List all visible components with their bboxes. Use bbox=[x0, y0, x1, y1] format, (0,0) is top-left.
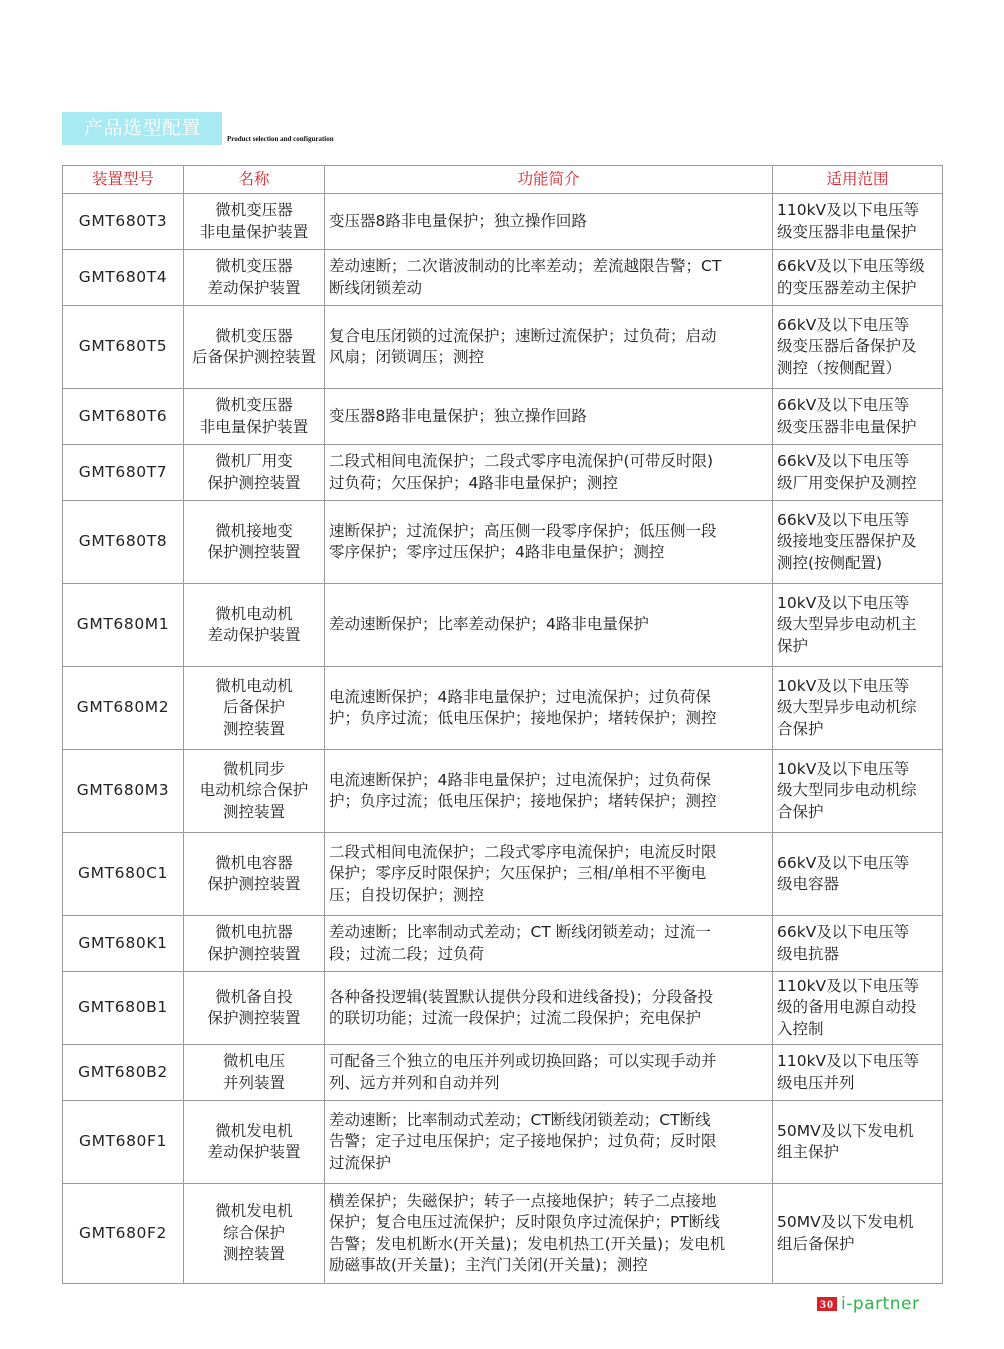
cell-model: GMT680K1 bbox=[63, 916, 184, 972]
section-title: 产品选型配置 bbox=[62, 112, 222, 145]
cell-function bbox=[325, 306, 773, 389]
cell-name-line: 测控装置 bbox=[222, 802, 285, 821]
cell-name bbox=[184, 250, 325, 306]
cell-name-line: 微机电动机 bbox=[215, 604, 293, 623]
cell-scope bbox=[773, 445, 943, 501]
cell-scope-line: 级电抗器 bbox=[777, 944, 840, 963]
cell-name-line: 微机变压器 bbox=[215, 201, 293, 219]
cell-scope-line: 10kV及以下电压等 bbox=[777, 676, 910, 695]
table-row bbox=[63, 972, 943, 1045]
cell-function-line: 复合电压闭锁的过流保护；速断过流保护；过负荷；启动 bbox=[329, 326, 717, 345]
cell-function bbox=[325, 501, 773, 584]
cell-scope bbox=[773, 1045, 943, 1101]
cell-scope-line: 的变压器差动主保护 bbox=[777, 278, 917, 297]
cell-name-line: 电动机综合保护 bbox=[199, 781, 309, 800]
table-row bbox=[63, 1045, 943, 1101]
cell-name-line: 后备保护测控装置 bbox=[191, 348, 316, 366]
cell-name bbox=[184, 667, 325, 750]
cell-scope bbox=[773, 833, 943, 916]
cell-name bbox=[184, 1184, 325, 1284]
cell-name-line: 差动保护装置 bbox=[207, 278, 301, 297]
cell-scope-line: 保护 bbox=[777, 636, 809, 655]
cell-scope bbox=[773, 306, 943, 389]
cell-name bbox=[184, 833, 325, 916]
cell-function-line: 护；负序过流；低电压保护；接地保护；堵转保护；测控 bbox=[329, 792, 717, 810]
cell-function-line: 列、远方并列和自动并列 bbox=[329, 1073, 500, 1092]
cell-scope-line: 合保护 bbox=[777, 802, 824, 821]
cell-model: GMT680B2 bbox=[63, 1045, 184, 1101]
cell-model: GMT680T4 bbox=[63, 250, 184, 306]
cell-name bbox=[184, 584, 325, 667]
cell-function-line: 速断保护；过流保护；高压侧一段零序保护；低压侧一段 bbox=[329, 521, 717, 540]
cell-function-line: 可配备三个独立的电压并列或切换回路；可以实现手动并 bbox=[329, 1052, 717, 1070]
cell-name-line: 后备保护 bbox=[222, 698, 285, 717]
cell-scope-line: 级大型同步电动机综 bbox=[777, 781, 917, 800]
cell-name-line: 微机同步 bbox=[222, 759, 285, 778]
cell-function bbox=[325, 1184, 773, 1284]
cell-name-line: 微机电压 bbox=[222, 1052, 285, 1070]
cell-model: GMT680M2 bbox=[63, 667, 184, 750]
cell-name-line: 微机电抗器 bbox=[215, 923, 293, 941]
cell-scope-line: 测控(按侧配置) bbox=[777, 553, 883, 572]
cell-scope-line: 级厂用变保护及测控 bbox=[777, 473, 917, 492]
cell-name bbox=[184, 1045, 325, 1101]
cell-scope-line: 66kV及以下电压等 bbox=[777, 923, 910, 941]
page-number: 30 bbox=[817, 1297, 837, 1311]
cell-name-line: 微机发电机 bbox=[215, 1121, 293, 1140]
cell-function bbox=[325, 1045, 773, 1101]
cell-scope bbox=[773, 501, 943, 584]
cell-name-line: 微机备自投 bbox=[215, 987, 293, 1006]
cell-name-line: 综合保护 bbox=[222, 1223, 285, 1242]
cell-name bbox=[184, 916, 325, 972]
cell-function-line: 差动速断；比率制动式差动；CT断线闭锁差动；CT断线 bbox=[329, 1110, 711, 1129]
cell-function-line: 风扇；闭锁调压；测控 bbox=[329, 348, 485, 366]
cell-function-line: 护；负序过流；低电压保护；接地保护；堵转保护；测控 bbox=[329, 709, 717, 727]
cell-function-line: 告警；定子过电压保护；定子接地保护；过负荷；反时限 bbox=[329, 1132, 717, 1151]
cell-scope-line: 50MV及以下发电机 bbox=[777, 1121, 914, 1140]
cell-scope-line: 66kV及以下电压等 bbox=[777, 315, 910, 334]
cell-scope-line: 级的备用电源自动投 bbox=[777, 998, 917, 1017]
cell-scope-line: 组后备保护 bbox=[777, 1234, 855, 1253]
cell-name-line: 保护测控装置 bbox=[207, 1009, 301, 1027]
cell-function bbox=[325, 667, 773, 750]
cell-scope-line: 10kV及以下电压等 bbox=[777, 593, 910, 612]
cell-function bbox=[325, 916, 773, 972]
cell-scope-line: 测控（按侧配置） bbox=[777, 358, 902, 377]
cell-scope-line: 110kV及以下电压等 bbox=[777, 976, 920, 995]
table-row bbox=[63, 916, 943, 972]
cell-name-line: 保护测控装置 bbox=[207, 944, 301, 963]
cell-scope-line: 级大型异步电动机综 bbox=[777, 698, 917, 717]
cell-function bbox=[325, 250, 773, 306]
cell-scope bbox=[773, 250, 943, 306]
cell-function bbox=[325, 194, 773, 250]
cell-name bbox=[184, 445, 325, 501]
cell-scope-line: 组主保护 bbox=[777, 1143, 840, 1161]
cell-scope bbox=[773, 1101, 943, 1184]
cell-name bbox=[184, 1101, 325, 1184]
cell-name-line: 差动保护装置 bbox=[207, 1143, 301, 1161]
cell-function-line: 差动速断；二次谐波制动的比率差动；差流越限告警；CT bbox=[329, 257, 722, 275]
table-row bbox=[63, 667, 943, 750]
cell-name-line: 测控装置 bbox=[222, 719, 285, 738]
cell-function-line: 电流速断保护；4路非电量保护；过电流保护；过负荷保 bbox=[329, 687, 711, 706]
cell-name bbox=[184, 501, 325, 584]
table-row bbox=[63, 833, 943, 916]
cell-model: GMT680F1 bbox=[63, 1101, 184, 1184]
table-row bbox=[63, 445, 943, 501]
cell-name-line: 非电量保护装置 bbox=[199, 222, 309, 241]
cell-function-line: 差动速断；比率制动式差动；CT 断线闭锁差动；过流一 bbox=[329, 923, 711, 941]
product-selection-table bbox=[62, 165, 943, 1284]
table-header-row bbox=[63, 166, 943, 194]
cell-name-line: 微机厂用变 bbox=[215, 452, 293, 470]
cell-function-line: 保护；零序反时限保护；欠压保护；三相/单相不平衡电 bbox=[329, 864, 707, 883]
cell-name bbox=[184, 194, 325, 250]
cell-name-line: 微机接地变 bbox=[215, 521, 293, 540]
cell-name-line: 微机变压器 bbox=[215, 326, 293, 345]
cell-model: GMT680C1 bbox=[63, 833, 184, 916]
cell-scope bbox=[773, 389, 943, 445]
table-row bbox=[63, 306, 943, 389]
cell-scope-line: 50MV及以下发电机 bbox=[777, 1213, 914, 1231]
cell-model: GMT680B1 bbox=[63, 972, 184, 1045]
cell-name-line: 微机电动机 bbox=[215, 676, 293, 695]
cell-name-line: 微机发电机 bbox=[215, 1202, 293, 1221]
cell-function-line: 励磁事故(开关量)；主汽门关闭(开关量)；测控 bbox=[329, 1256, 648, 1274]
cell-name bbox=[184, 750, 325, 833]
cell-scope bbox=[773, 194, 943, 250]
cell-function-line: 告警；发电机断水(开关量)；发电机热工(开关量)；发电机 bbox=[329, 1234, 726, 1253]
cell-function-line: 零序保护；零序过压保护；4路非电量保护；测控 bbox=[329, 543, 665, 561]
cell-name-line: 差动保护装置 bbox=[207, 626, 301, 644]
cell-function-line: 压；自投切保护；测控 bbox=[329, 885, 485, 904]
cell-scope-line: 级变压器非电量保护 bbox=[777, 222, 917, 241]
cell-name bbox=[184, 389, 325, 445]
cell-function bbox=[325, 750, 773, 833]
cell-scope-line: 66kV及以下电压等 bbox=[777, 452, 910, 470]
cell-scope-line: 入控制 bbox=[777, 1019, 824, 1038]
section-subtitle: Product selection and configuration bbox=[227, 135, 334, 143]
cell-scope-line: 66kV及以下电压等 bbox=[777, 396, 910, 414]
cell-name-line: 微机变压器 bbox=[215, 257, 293, 275]
cell-function-line: 差动速断保护；比率差动保护；4路非电量保护 bbox=[329, 615, 649, 634]
header-name: 名称 bbox=[184, 166, 325, 194]
cell-model: GMT680T6 bbox=[63, 389, 184, 445]
cell-function bbox=[325, 584, 773, 667]
cell-scope-line: 级变压器非电量保护 bbox=[777, 417, 917, 436]
cell-name-line: 保护测控装置 bbox=[207, 875, 301, 893]
cell-function-line: 变压器8路非电量保护；独立操作回路 bbox=[329, 406, 587, 425]
cell-scope bbox=[773, 972, 943, 1045]
cell-scope-line: 级变压器后备保护及 bbox=[777, 337, 917, 356]
table-row bbox=[63, 1184, 943, 1284]
cell-name-line: 保护测控装置 bbox=[207, 543, 301, 561]
cell-function bbox=[325, 972, 773, 1045]
cell-name bbox=[184, 972, 325, 1045]
cell-scope-line: 级大型异步电动机主 bbox=[777, 615, 917, 634]
cell-model: GMT680T8 bbox=[63, 501, 184, 584]
cell-function-line: 二段式相间电流保护；二段式零序电流保护(可带反时限) bbox=[329, 452, 714, 470]
cell-name-line: 保护测控装置 bbox=[207, 473, 301, 492]
table-body bbox=[63, 194, 943, 1284]
table-row bbox=[63, 750, 943, 833]
cell-function bbox=[325, 445, 773, 501]
cell-scope bbox=[773, 916, 943, 972]
cell-function-line: 过负荷；欠压保护；4路非电量保护；测控 bbox=[329, 473, 618, 492]
cell-name bbox=[184, 306, 325, 389]
cell-model: GMT680T3 bbox=[63, 194, 184, 250]
cell-scope-line: 66kV及以下电压等 bbox=[777, 853, 910, 872]
cell-scope-line: 110kV及以下电压等 bbox=[777, 201, 920, 219]
cell-function-line: 电流速断保护；4路非电量保护；过电流保护；过负荷保 bbox=[329, 770, 711, 789]
cell-function-line: 断线闭锁差动 bbox=[329, 278, 423, 297]
brand-logo: i-partner bbox=[841, 1294, 920, 1314]
cell-scope-line: 66kV及以下电压等 bbox=[777, 510, 910, 529]
cell-function-line: 二段式相间电流保护；二段式零序电流保护；电流反时限 bbox=[329, 842, 717, 861]
cell-function-line: 各种备投逻辑(装置默认提供分段和进线备投)；分段备投 bbox=[329, 987, 714, 1006]
table-row bbox=[63, 250, 943, 306]
cell-scope-line: 合保护 bbox=[777, 719, 824, 738]
cell-scope-line: 级电容器 bbox=[777, 875, 840, 893]
table-row bbox=[63, 389, 943, 445]
cell-model: GMT680F2 bbox=[63, 1184, 184, 1284]
cell-model: GMT680T7 bbox=[63, 445, 184, 501]
cell-scope-line: 66kV及以下电压等级 bbox=[777, 257, 925, 275]
cell-model: GMT680T5 bbox=[63, 306, 184, 389]
section-heading bbox=[62, 112, 334, 145]
cell-function-line: 的联切功能；过流一段保护；过流二段保护；充电保护 bbox=[329, 1009, 702, 1027]
cell-name-line: 非电量保护装置 bbox=[199, 417, 309, 436]
cell-scope-line: 110kV及以下电压等 bbox=[777, 1052, 920, 1070]
table-row bbox=[63, 1101, 943, 1184]
table-row bbox=[63, 501, 943, 584]
cell-name-line: 微机电容器 bbox=[215, 853, 293, 872]
table-row bbox=[63, 584, 943, 667]
cell-scope-line: 级电压并列 bbox=[777, 1073, 855, 1092]
cell-function bbox=[325, 1101, 773, 1184]
cell-name-line: 测控装置 bbox=[222, 1245, 285, 1264]
header-function: 功能简介 bbox=[325, 166, 773, 194]
cell-name-line: 并列装置 bbox=[222, 1073, 285, 1092]
cell-function-line: 变压器8路非电量保护；独立操作回路 bbox=[329, 211, 587, 230]
cell-function-line: 保护；复合电压过流保护；反时限负序过流保护；PT断线 bbox=[329, 1213, 720, 1231]
header-model: 装置型号 bbox=[63, 166, 184, 194]
cell-function bbox=[325, 389, 773, 445]
cell-scope bbox=[773, 1184, 943, 1284]
cell-name-line: 微机变压器 bbox=[215, 396, 293, 414]
cell-function-line: 横差保护；失磁保护；转子一点接地保护；转子二点接地 bbox=[329, 1191, 717, 1210]
cell-scope-line: 10kV及以下电压等 bbox=[777, 759, 910, 778]
cell-model: GMT680M3 bbox=[63, 750, 184, 833]
table-row bbox=[63, 194, 943, 250]
cell-model: GMT680M1 bbox=[63, 584, 184, 667]
cell-function-line: 过流保护 bbox=[329, 1153, 392, 1172]
cell-function-line: 段；过流二段；过负荷 bbox=[329, 944, 485, 963]
cell-scope-line: 级接地变压器保护及 bbox=[777, 532, 917, 551]
cell-function bbox=[325, 833, 773, 916]
page-footer bbox=[817, 1294, 919, 1314]
cell-scope bbox=[773, 667, 943, 750]
header-scope: 适用范围 bbox=[773, 166, 943, 194]
cell-scope bbox=[773, 750, 943, 833]
cell-scope bbox=[773, 584, 943, 667]
